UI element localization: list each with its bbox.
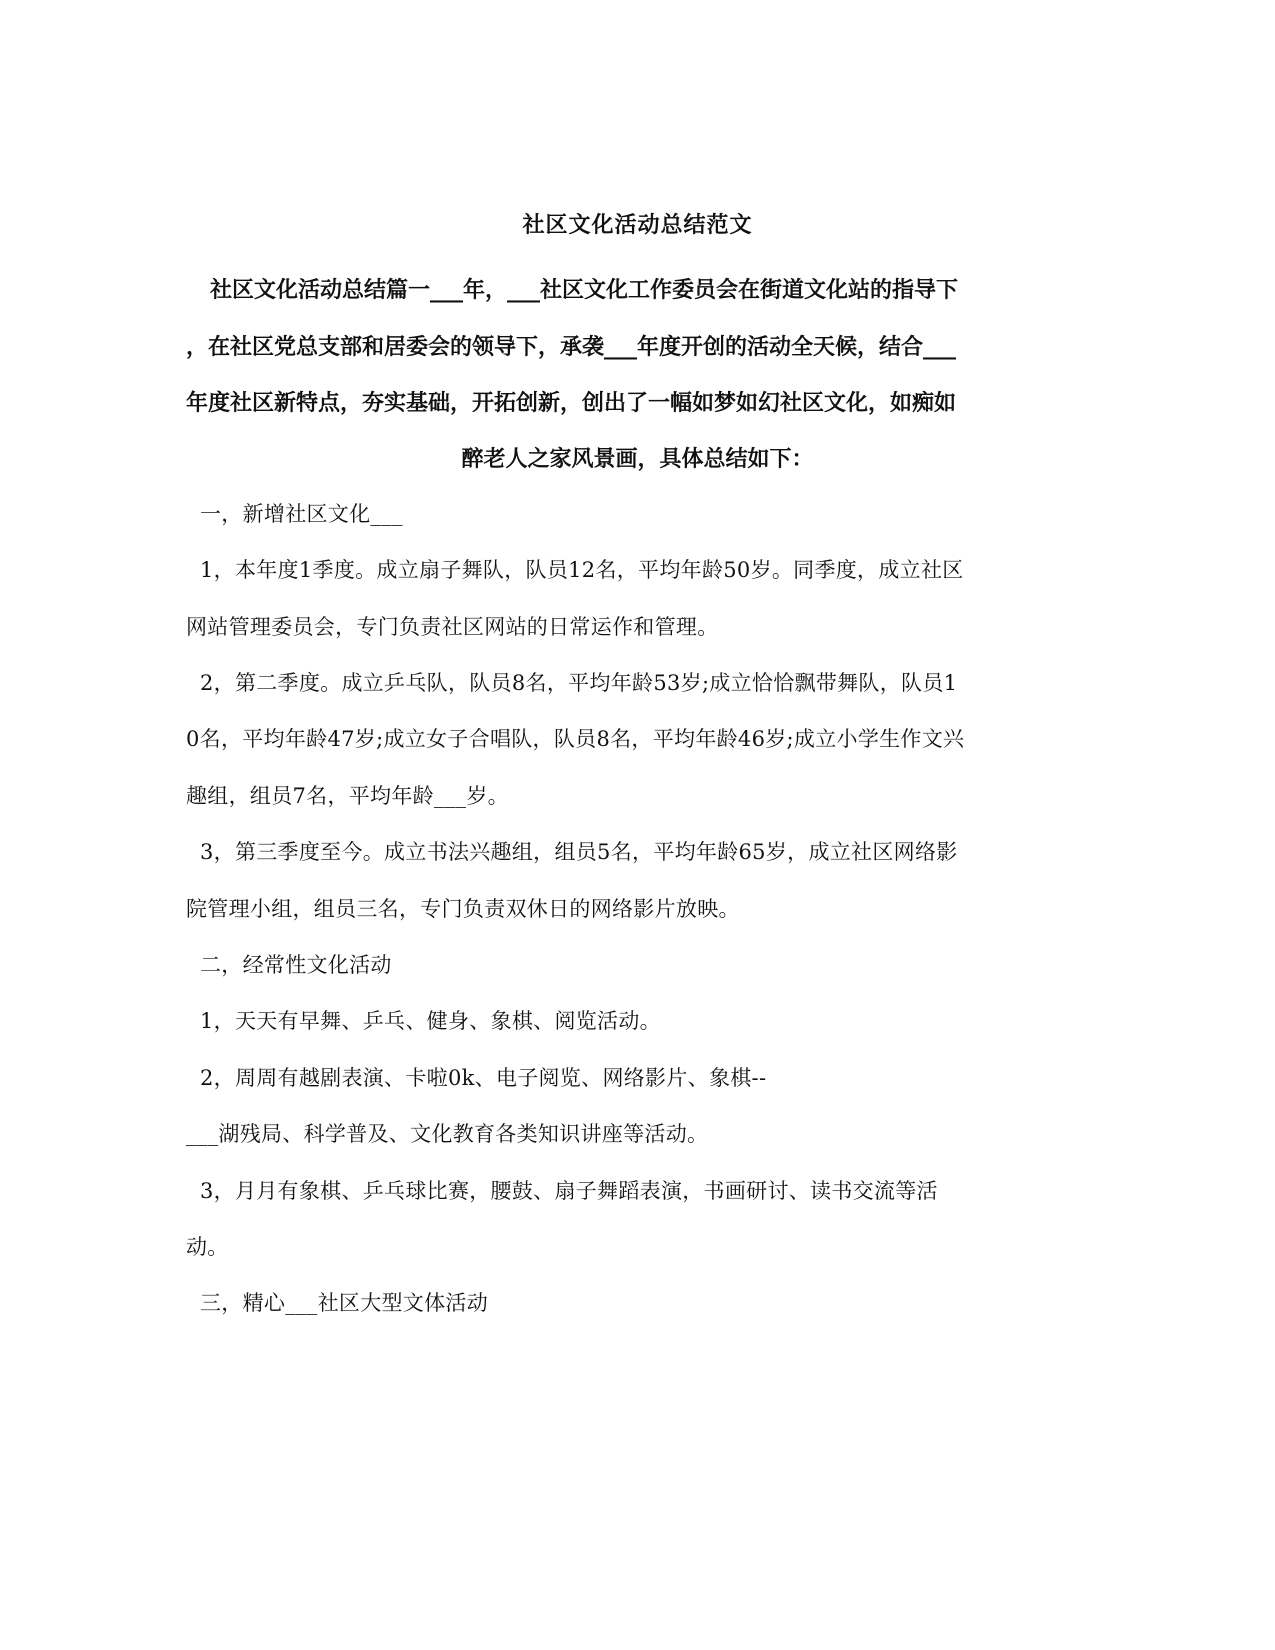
paragraph-line: 1，天天有早舞、乒乓、健身、象棋、阅览活动。	[200, 1009, 661, 1033]
paragraph-line: 2，周周有越剧表演、卡啦0k、电子阅览、网络影片、象棋--	[200, 1066, 767, 1090]
paragraph-line: 动。	[186, 1235, 229, 1259]
section-heading-3: 三，精心___社区大型文体活动	[200, 1291, 488, 1315]
intro-line-3: 年度社区新特点，夯实基础，开拓创新，创出了一幅如梦如幻社区文化，如痴如	[186, 390, 957, 416]
paragraph-line: 趣组，组员7名，平均年龄___岁。	[186, 784, 509, 808]
paragraph-line: 网站管理委员会，专门负责社区网站的日常运作和管理。	[186, 615, 719, 639]
section-heading-1: 一，新增社区文化___	[200, 502, 403, 526]
intro-line-4: 醉老人之家风景画，具体总结如下：	[461, 446, 814, 472]
paragraph-line: ___湖残局、科学普及、文化教育各类知识讲座等活动。	[186, 1122, 709, 1146]
intro-line-2: ，在社区党总支部和居委会的领导下，承袭___年度开创的活动全天候，结合___	[186, 334, 957, 360]
paragraph-line: 3，第三季度至今。成立书法兴趣组，组员5名，平均年龄65岁，成立社区网络影	[200, 840, 958, 864]
paragraph-line: 1，本年度1季度。成立扇子舞队，队员12名，平均年龄50岁。同季度，成立社区	[200, 558, 964, 582]
paragraph-line: 院管理小组，组员三名，专门负责双休日的网络影片放映。	[186, 897, 740, 921]
paragraph-line: 3，月月有象棋、乒乓球比赛，腰鼓、扇子舞蹈表演，书画研讨、读书交流等活	[200, 1179, 938, 1203]
paragraph-line: 2，第二季度。成立乒乓队，队员8名，平均年龄53岁;成立恰恰飘带舞队，队员1	[200, 671, 958, 695]
section-heading-2: 二，经常性文化活动	[200, 953, 392, 977]
document-title: 社区文化活动总结范文	[522, 212, 753, 238]
intro-line-1: 社区文化活动总结篇一___年，___社区文化工作委员会在街道文化站的指导下	[210, 277, 959, 303]
paragraph-line: 0名，平均年龄47岁;成立女子合唱队，队员8名，平均年龄46岁;成立小学生作文兴	[186, 727, 965, 751]
